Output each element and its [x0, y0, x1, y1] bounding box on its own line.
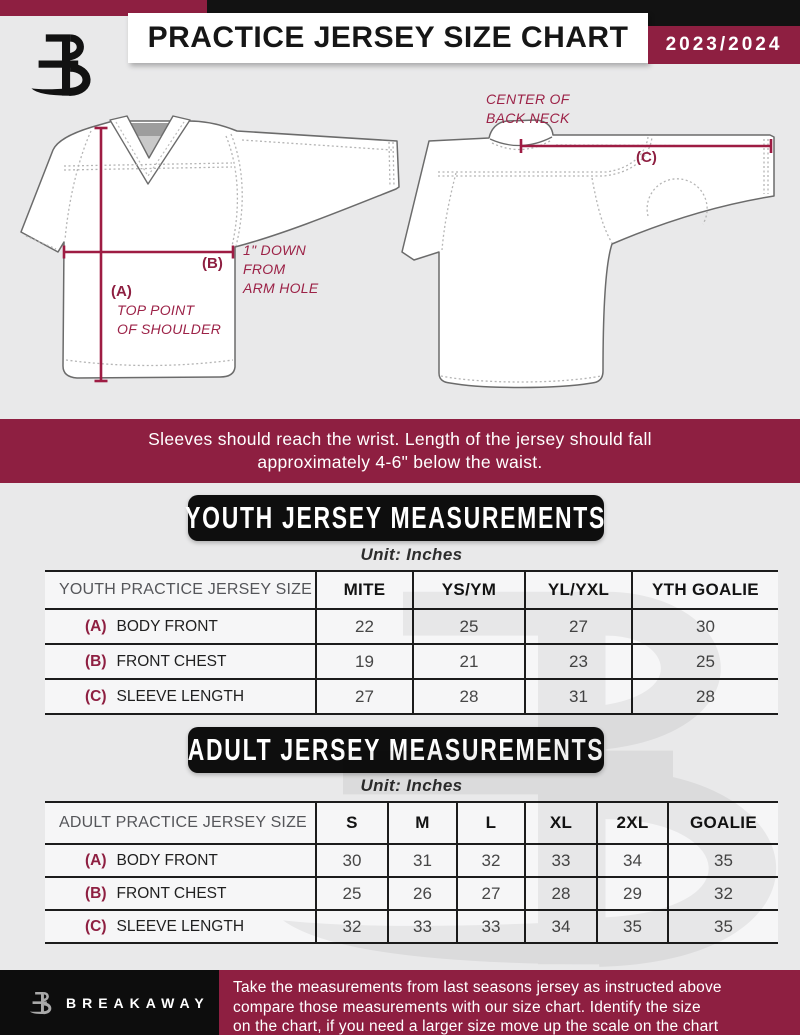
column-header: S: [316, 802, 388, 844]
column-header: XL: [525, 802, 597, 844]
jersey-diagrams: [0, 0, 800, 420]
column-header: YTH GOALIE: [632, 571, 778, 609]
footer-line-3: on the chart, if you need a larger size move up the scale on the chart: [233, 1018, 719, 1035]
measurement-value: 35: [668, 910, 778, 943]
youth-unit-label: Unit: Inches: [360, 545, 463, 564]
measurement-value: 32: [316, 910, 388, 943]
measurement-value: 26: [388, 877, 457, 910]
column-header: ADULT PRACTICE JERSEY SIZE: [45, 802, 316, 844]
measure-a-note: TOP POINT OF SHOULDER: [117, 302, 222, 337]
measurement-value: 32: [668, 877, 778, 910]
measurement-value: 34: [597, 844, 668, 877]
column-header: YOUTH PRACTICE JERSEY SIZE: [45, 571, 316, 609]
jersey-back-diagram: [402, 120, 774, 388]
notice-line-2: approximately 4-6" below the waist.: [257, 452, 543, 472]
column-header: L: [457, 802, 525, 844]
footer-line-2: compare those measurements with our size chart. Identify the size: [233, 998, 701, 1016]
measurement-value: 33: [388, 910, 457, 943]
table-row: [45, 644, 778, 679]
adult-size-table: [45, 801, 778, 944]
table-row: [45, 679, 778, 714]
row-label: (C) SLEEVE LENGTH: [45, 679, 316, 714]
measurement-value: 25: [413, 609, 525, 644]
measurement-value: 27: [525, 609, 632, 644]
column-header: GOALIE: [668, 802, 778, 844]
notice-line-1: Sleeves should reach the wrist. Length of the jersey should fall: [148, 429, 652, 449]
adult-unit-label: Unit: Inches: [360, 776, 463, 795]
measurement-value: 30: [316, 844, 388, 877]
measure-a-key: (A): [111, 283, 132, 300]
column-header: YS/YM: [413, 571, 525, 609]
measurement-value: 33: [457, 910, 525, 943]
column-header: YL/YXL: [525, 571, 632, 609]
measurement-value: 30: [632, 609, 778, 644]
measurement-value: 19: [316, 644, 413, 679]
measurement-value: 21: [413, 644, 525, 679]
table-row: [45, 877, 778, 910]
measurement-value: 35: [597, 910, 668, 943]
measurement-value: 25: [316, 877, 388, 910]
row-label: (A) BODY FRONT: [45, 609, 316, 644]
measurement-value: 27: [316, 679, 413, 714]
column-header: 2XL: [597, 802, 668, 844]
row-label: (B) FRONT CHEST: [45, 644, 316, 679]
row-label: (B) FRONT CHEST: [45, 877, 316, 910]
youth-section-heading: YOUTH JERSEY MEASUREMENTS: [188, 495, 604, 541]
measurement-value: 33: [525, 844, 597, 877]
brand-name: BREAKAWAY: [66, 994, 210, 1011]
measure-c-note: CENTER OF BACK NECK: [486, 91, 570, 126]
measurement-value: 28: [525, 877, 597, 910]
measurement-value: 31: [525, 679, 632, 714]
page-title: PRACTICE JERSEY SIZE CHART: [147, 21, 629, 54]
measurement-value: 23: [525, 644, 632, 679]
footer-brand-panel: [0, 970, 219, 1035]
jersey-front-diagram: [21, 116, 399, 381]
row-label: (A) BODY FRONT: [45, 844, 316, 877]
measure-c-key: (C): [636, 149, 657, 166]
table-row: [45, 910, 778, 943]
column-header: M: [388, 802, 457, 844]
row-label: (C) SLEEVE LENGTH: [45, 910, 316, 943]
measurement-value: 29: [597, 877, 668, 910]
measure-b-note: 1" DOWN FROM ARM HOLE: [243, 242, 319, 296]
table-row: [45, 609, 778, 644]
season-label: 2023/2024: [665, 34, 783, 55]
footer-instructions: [219, 970, 800, 1035]
column-header: MITE: [316, 571, 413, 609]
youth-header-row: [45, 571, 778, 609]
adult-header-row: [45, 802, 778, 844]
measurement-value: 34: [525, 910, 597, 943]
measurement-value: 27: [457, 877, 525, 910]
measurement-value: 32: [457, 844, 525, 877]
breakaway-b-logo-icon: [28, 989, 54, 1017]
adult-section-heading: ADULT JERSEY MEASUREMENTS: [188, 727, 604, 773]
measurement-value: 28: [413, 679, 525, 714]
measurement-value: 35: [668, 844, 778, 877]
youth-size-table: [45, 570, 778, 715]
measurement-value: 28: [632, 679, 778, 714]
measurement-value: 22: [316, 609, 413, 644]
fit-notice-banner: [0, 419, 800, 483]
table-row: [45, 844, 778, 877]
measurement-value: 31: [388, 844, 457, 877]
measure-b-key: (B): [202, 255, 223, 272]
footer-line-1: Take the measurements from last seasons jersey as instructed above: [233, 979, 722, 996]
measurement-value: 25: [632, 644, 778, 679]
